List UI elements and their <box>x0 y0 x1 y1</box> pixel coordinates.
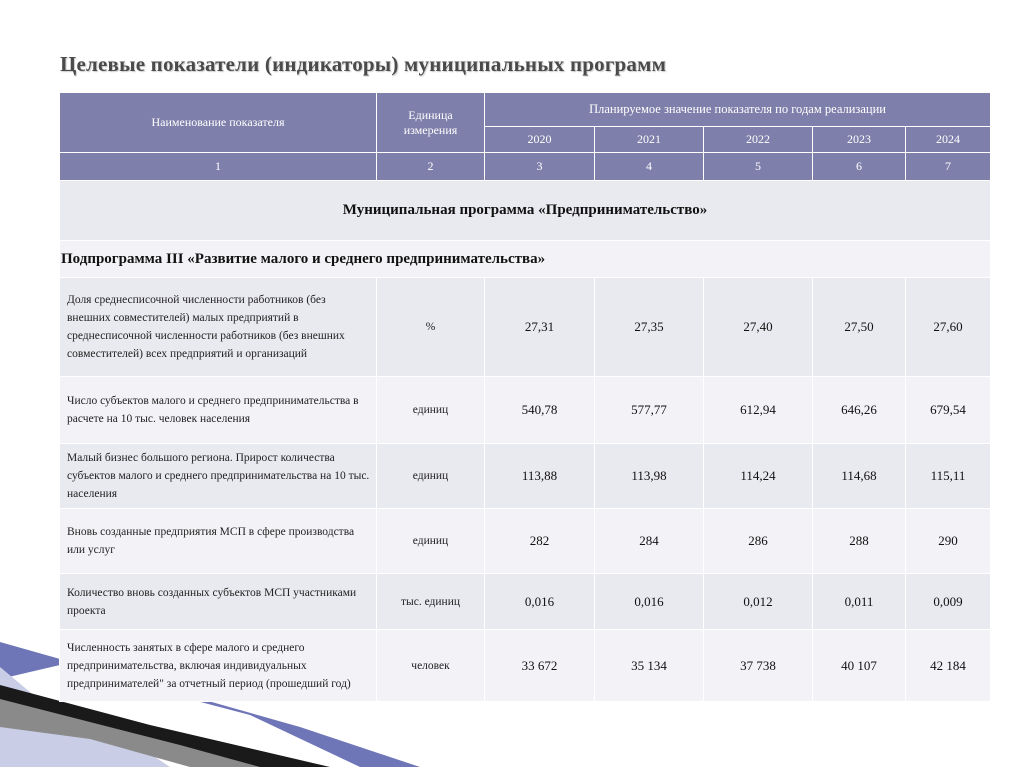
indicator-value: 27,31 <box>485 278 595 377</box>
indicator-name: Количество вновь созданных субъектов МСП участниками проекта <box>60 574 377 630</box>
column-number-row <box>60 153 991 181</box>
table-row <box>60 574 991 630</box>
column-number: 3 <box>485 153 595 181</box>
indicator-unit: тыс. единиц <box>377 574 485 630</box>
table-row <box>60 278 991 377</box>
column-number: 7 <box>906 153 991 181</box>
indicator-value: 540,78 <box>485 377 595 444</box>
indicator-unit: % <box>377 278 485 377</box>
indicator-name: Вновь созданные предприятия МСП в сфере производства или услуг <box>60 509 377 574</box>
column-number: 5 <box>704 153 813 181</box>
indicator-value: 288 <box>813 509 906 574</box>
indicator-value: 114,68 <box>813 444 906 509</box>
indicator-value: 0,009 <box>906 574 991 630</box>
page-title: Целевые показатели (индикаторы) муниципальных программ <box>60 52 667 76</box>
table-row <box>60 444 991 509</box>
indicator-value: 0,016 <box>485 574 595 630</box>
indicator-value: 40 107 <box>813 630 906 702</box>
header-planned: Планируемое значение показателя по годам реализации <box>485 93 991 127</box>
indicator-value: 114,24 <box>704 444 813 509</box>
column-number: 2 <box>377 153 485 181</box>
indicator-name: Доля среднесписочной численности работников (без внешних совместителей) малых предприятий в среднесписочной численности работников (без внешних совместителей) всех предприятий и организаций <box>60 278 377 377</box>
header-year: 2021 <box>595 127 704 153</box>
indicator-value: 282 <box>485 509 595 574</box>
column-number: 6 <box>813 153 906 181</box>
indicator-value: 42 184 <box>906 630 991 702</box>
indicator-name: Численность занятых в сфере малого и среднего предпринимательства, включая индивидуальных предпринимателей" за отчетный период (прошедший год) <box>60 630 377 702</box>
header-year: 2022 <box>704 127 813 153</box>
indicator-value: 115,11 <box>906 444 991 509</box>
indicator-value: 27,40 <box>704 278 813 377</box>
indicator-value: 35 134 <box>595 630 704 702</box>
indicator-value: 113,88 <box>485 444 595 509</box>
header-year: 2024 <box>906 127 991 153</box>
indicator-value: 577,77 <box>595 377 704 444</box>
indicator-value: 27,35 <box>595 278 704 377</box>
header-name: Наименование показателя <box>60 93 377 153</box>
indicator-value: 286 <box>704 509 813 574</box>
header-year: 2023 <box>813 127 906 153</box>
indicator-unit: единиц <box>377 509 485 574</box>
indicator-value: 0,016 <box>595 574 704 630</box>
indicator-value: 646,26 <box>813 377 906 444</box>
header-unit: Единица измерения <box>377 93 485 153</box>
indicator-value: 37 738 <box>704 630 813 702</box>
indicator-value: 612,94 <box>704 377 813 444</box>
indicator-unit: единиц <box>377 377 485 444</box>
indicator-value: 284 <box>595 509 704 574</box>
subprogram-title: Подпрограмма III «Развитие малого и среднего предпринимательства» <box>60 241 991 278</box>
program-title: Муниципальная программа «Предпринимательство» <box>60 181 991 241</box>
table-row <box>60 377 991 444</box>
indicator-value: 33 672 <box>485 630 595 702</box>
indicator-value: 679,54 <box>906 377 991 444</box>
indicator-value: 27,60 <box>906 278 991 377</box>
indicator-value: 27,50 <box>813 278 906 377</box>
indicator-unit: человек <box>377 630 485 702</box>
table-row <box>60 509 991 574</box>
indicator-unit: единиц <box>377 444 485 509</box>
indicator-value: 0,011 <box>813 574 906 630</box>
column-number: 4 <box>595 153 704 181</box>
indicator-value: 0,012 <box>704 574 813 630</box>
indicator-name: Малый бизнес большого региона. Прирост количества субъектов малого и среднего предпринимательства на 10 тыс. населения <box>60 444 377 509</box>
indicator-name: Число субъектов малого и среднего предпринимательства в расчете на 10 тыс. человек населения <box>60 377 377 444</box>
table-row <box>60 630 991 702</box>
indicator-value: 290 <box>906 509 991 574</box>
header-year: 2020 <box>485 127 595 153</box>
indicator-value: 113,98 <box>595 444 704 509</box>
indicators-table <box>59 92 991 702</box>
column-number: 1 <box>60 153 377 181</box>
